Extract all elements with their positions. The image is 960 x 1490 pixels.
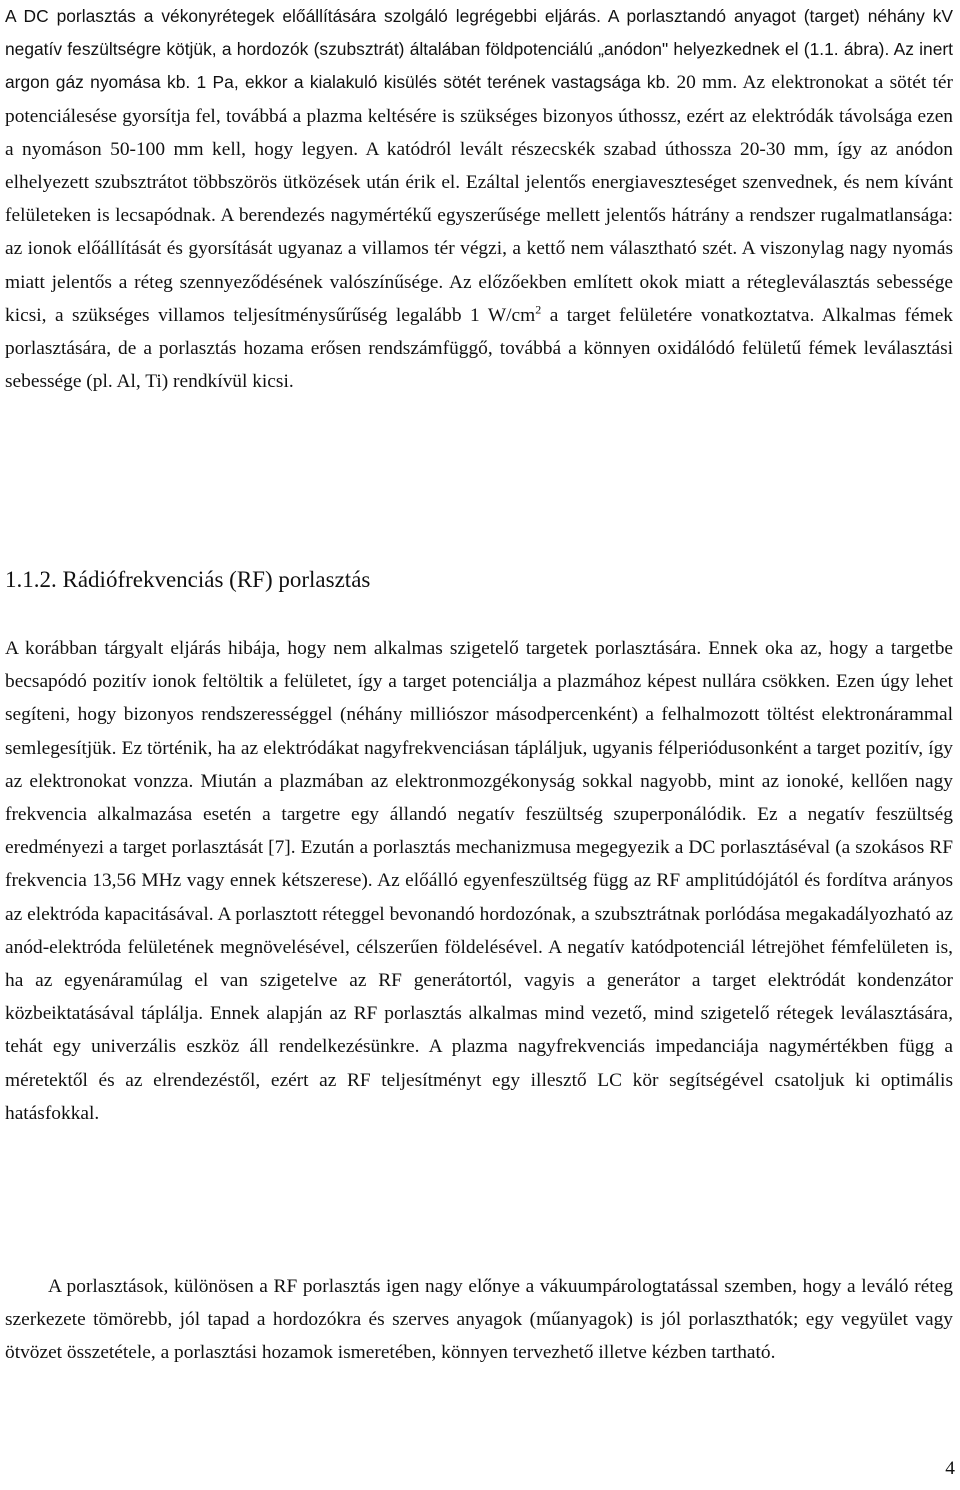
paragraph-serif-end: a target felületére vonatkoztatva. Alkalmas fémek porlasztására, de a porlasztás hozama erősen rendszámfüggő, továbbá a könnyen oxidálódó felületű fémek leválasztási sebessége (pl. Al, Ti) rendkívül kicsi.: [5, 304, 954, 393]
section-heading-rf: 1.1.2. Rádiófrekvenciás (RF) porlasztás: [5, 567, 371, 592]
paragraph-rf-sputtering: A korábban tárgyalt eljárás hibája, hogy nem alkalmas szigetelő targetek porlasztására. Ennek oka az, hogy a targetbe becsapódó pozitív ionok feltöltik a felületet, így a target potenciálja a plazmához képest nullára csökken. Ezen úgy lehet segíteni, hogy bizonyos rendszerességgel (néhány milliószor másodpercenként) a felhalmozott töltést elektronárammal semlegesítjük. Ez történik, ha az elektródákat nagyfrekvenciásan tápláljuk, ugyanis félperiódusonként a target pozitív, így az elektronokat vonzza. Miután a plazmában az elektronmozgékonyság sokkal nagyobb, mint az ionoké, kellően nagy frekvencia alkalmazása esetén a targetre egy állandó negatív feszültség szuperponálódik. Ez a negatív feszültség eredményezi a target porlasztását [7]. Ezután a porlasztás mechanizmusa megegyezik a DC porlasztáséval (a szokásos RF frekvencia 13,56 MHz vagy ennek kétszerese). Az előálló egyenfeszültség függ az RF amplitúdójától és fordítva arányos az elektróda kapacitásával. A porlasztott réteggel bevonandó hordozónak, a szubsztrátnak porlódása megakadályozható az anód-elektróda felületének megnövelésével, célszerűen földelésével. A negatív katódpotenciál létrejöhet fémfelületen is, ha az egyenáramúlag el van szigetelve az RF generátortól, vagyis a generátor a target elektródát kondenzátor közbeiktatásával táplálja. Ennek alapján az RF porlasztás alkalmas mind vezető, mind szigetelő rétegek leválasztására, tehát egy univerzális eszköz áll rendelkezésünkre. A plazma nagyfrekvenciás impedanciája nagymértékben függ a méretektől és az elrendezéstől, ezért az RF teljesítményt egy illesztő LC kör segítségével csatoljuk ki optimális hatásfokkal.: [5, 638, 953, 1124]
page-number: 4: [945, 1458, 955, 1479]
paragraph-serif-main: 20 mm. Az elektronokat a sötét tér potenciálesése gyorsítja fel, továbbá a plazma keltésére is szükséges bizonyos úthossz, ezért az elektródák távolsága ezen a nyomáson 50-100 mm kell, hogy legyen. A katódról levált részecskék szabad úthossza 20-30 mm, így az anódon elhelyezett szubsztrátot többszörös ütközések után érik el. Ezáltal jelentős energiaveszteséget szenvednek, és nem kívánt felületeken is lecsapódnak. A berendezés nagymértékű egyszerűsége mellett jelentős hátrány a rendszer rugalmatlansága: az ionok előállítását és gyorsítását ugyanaz a villamos tér végzi, a kettő nem választható szét. A viszonylag nagy nyomás miatt jelentős a réteg szennyeződésének valószínűsége. Az előzőekben említett okok miatt a rétegleválasztás sebessége kicsi, a szükséges villamos teljesítménysűrűség legalább 1 W/cm: [5, 72, 953, 326]
superscript-exponent: 2: [535, 302, 542, 317]
paragraph-dc-sputtering: [5, 0, 953, 398]
paragraph-sans-intro: A DC porlasztás a vékonyrétegek előállítására szolgáló legrégebbi eljárás. A porlasztandó anyagot (target) néhány kV negatív feszültségre kötjük, a hordozók (szubsztrát) általában földpotenciálú „anódon" helyezkednek el (1.1. ábra). Az inert argon gáz nyomása kb. 1 Pa, ekkor a kialakuló kisülés sötét terének vastagsága kb.: [5, 6, 953, 93]
paragraph-advantages: A porlasztások, különösen a RF porlasztás igen nagy előnye a vákuumpárologtatással szemben, hogy a leváló réteg szerkezete tömörebb, jól tapad a hordozókra és szerves anyagok (műanyagok) is jól porlaszthatók; egy vegyület vagy ötvözet összetétele, a porlasztási hozamok ismeretében, könnyen tervezhető illetve kézben tartható.: [5, 1276, 953, 1364]
